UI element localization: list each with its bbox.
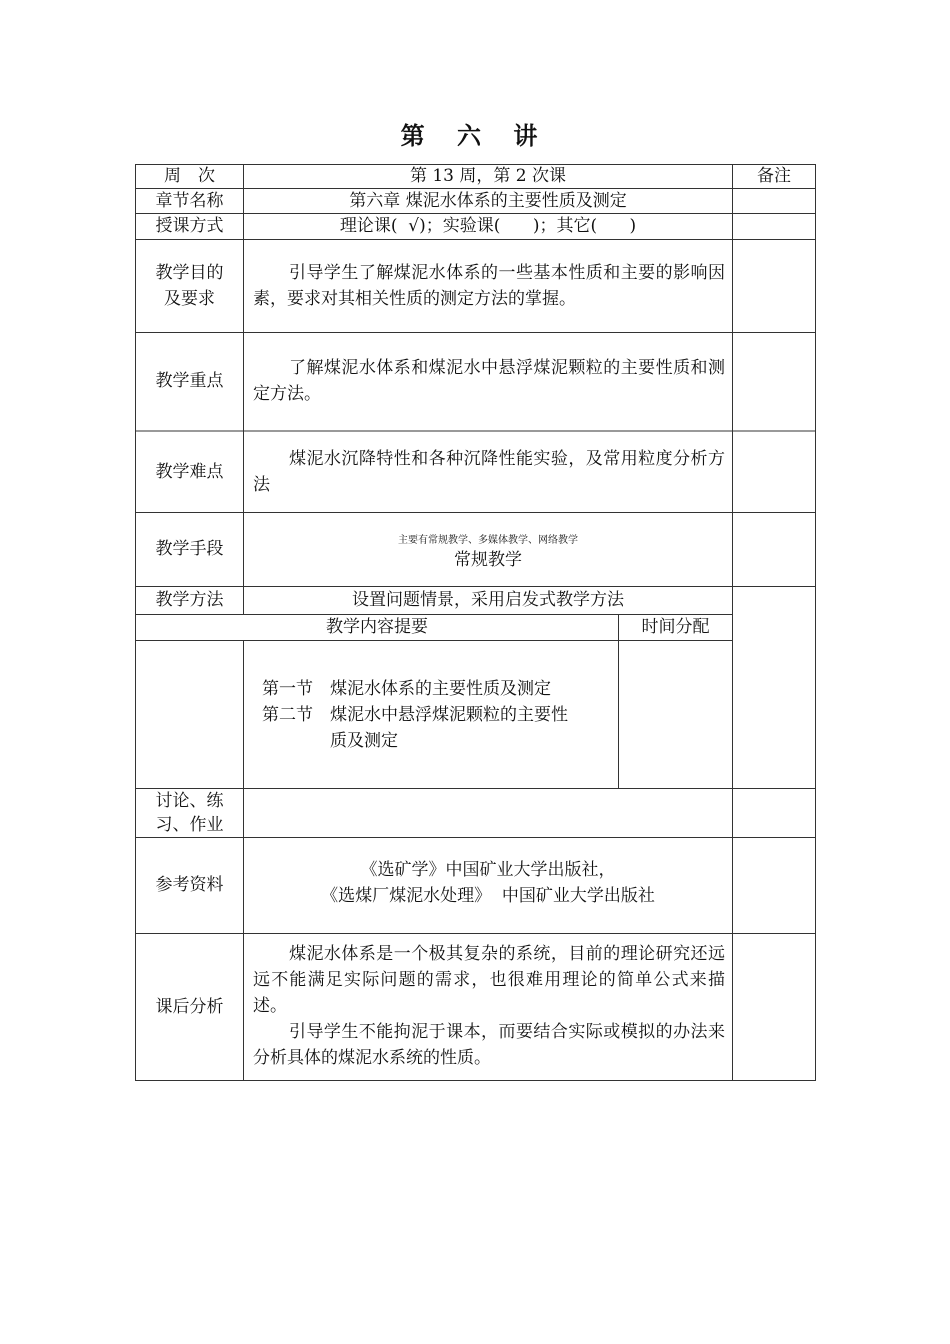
chapter-label: 章节名称	[155, 190, 224, 211]
reference-2: 《选煤厂煤泥水处理》 中国矿业大学出版社	[321, 886, 655, 906]
section-1-title: 煤泥水体系的主要性质及测定	[330, 679, 551, 699]
section-1-number: 第一节	[262, 679, 313, 699]
section-2-title-line2: 质及测定	[330, 731, 398, 751]
objectives-label-line1: 教学目的	[155, 262, 224, 283]
objectives-label	[136, 239, 243, 332]
method-value: 设置问题情景，采用启发式教学方法	[352, 590, 624, 610]
method-label: 教学方法	[155, 590, 224, 610]
section-2-title-line1: 煤泥水中悬浮煤泥颗粒的主要性	[330, 705, 568, 725]
homework-label	[136, 788, 243, 837]
references-label: 参考资料	[155, 875, 224, 895]
chapter-value: 第六章 煤泥水体系的主要性质及测定	[349, 190, 627, 211]
content-header-label: 教学内容提要	[326, 617, 428, 637]
week-label: 周 次	[164, 166, 215, 186]
objectives-text: 引导学生了解煤泥水体系的一些基本性质和主要的影响因素，要求对其相关性质的测定方法的掌握。	[253, 263, 725, 309]
reference-1: 《选矿学》中国矿业大学出版社，	[360, 860, 616, 880]
means-label: 教学手段	[155, 539, 224, 559]
means-value: 常规教学	[454, 550, 522, 570]
lecture-title: 第 六 讲	[400, 121, 550, 150]
means-note: 主要有常规教学、多媒体教学、网络教学	[398, 535, 578, 546]
content-outline	[262, 676, 568, 754]
mode-value: 理论课( √)；实验课( )；其它( )	[339, 216, 637, 236]
section-1	[262, 676, 568, 702]
objectives-label-line2: 及要求	[164, 288, 215, 309]
difficulties-label: 教学难点	[155, 462, 224, 482]
week-value: 第 13 周，第 2 次课	[409, 166, 567, 186]
time-allocation-header: 时间分配	[641, 617, 710, 637]
homework-label-line1: 讨论、练	[155, 790, 224, 811]
key-points-text: 了解煤泥水体系和煤泥水中悬浮煤泥颗粒的主要性质和测定方法。	[253, 358, 725, 404]
section-2-number: 第二节	[262, 705, 313, 725]
analysis-label: 课后分析	[155, 996, 224, 1017]
section-2	[262, 702, 568, 728]
mode-label: 授课方式	[155, 216, 224, 236]
difficulties-text: 煤泥水沉降特性和各种沉降性能实验，及常用粒度分析方法	[253, 449, 725, 495]
analysis-paragraph-1: 煤泥水体系是一个极其复杂的系统，目前的理论研究还远远不能满足实际问题的需求，也很难用理论的简单公式来描述。	[253, 944, 725, 1016]
analysis-paragraph-2: 引导学生不能拘泥于课本，而要结合实际或模拟的办法来分析具体的煤泥水系统的性质。	[253, 1022, 725, 1068]
key-points-label: 教学重点	[155, 371, 224, 391]
remark-header: 备注	[757, 166, 791, 186]
homework-label-line2: 习、作业	[155, 814, 224, 835]
